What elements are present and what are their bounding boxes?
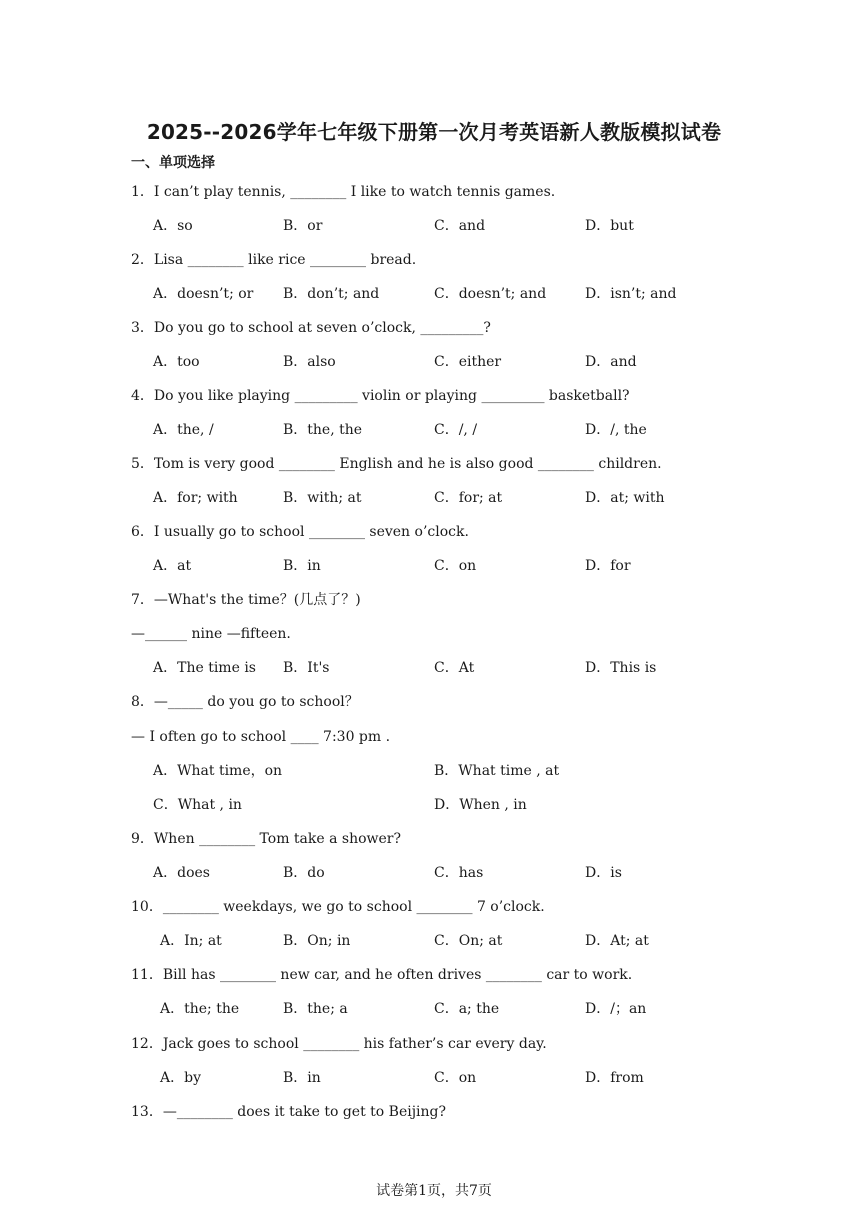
question-9-option-d: D．is: [585, 865, 622, 881]
question-2-option-b: B．don’t; and: [283, 286, 380, 302]
question-12-stem: 12．Jack goes to school ________ his father’s car every day.: [131, 1036, 547, 1052]
question-8-option-d: D．When , in: [434, 797, 527, 813]
question-11-stem: 11．Bill has ________ new car, and he often drives ________ car to work.: [131, 967, 633, 983]
question-12-option-b: B．in: [283, 1070, 321, 1086]
question-3-stem: 3．Do you go to school at seven o’clock, _________?: [131, 320, 491, 336]
question-7-line2: —______ nine —fifteen.: [131, 626, 291, 642]
page-title: 2025--2026学年七年级下册第一次月考英语新人教版模拟试卷: [146, 120, 722, 144]
question-7-option-d: D．This is: [585, 660, 657, 676]
question-5-option-d: D．at; with: [585, 490, 665, 506]
question-11-option-b: B．the; a: [283, 1001, 348, 1017]
question-7-option-a: A．The time is: [153, 660, 256, 676]
question-8-option-c: C．What , in: [153, 797, 242, 813]
question-6-option-a: A．at: [153, 558, 192, 574]
question-4-stem: 4．Do you like playing _________ violin or playing _________ basketball?: [131, 388, 630, 404]
question-5-option-a: A．for; with: [153, 490, 238, 506]
question-13-stem: 13．—________ does it take to get to Beijing?: [131, 1104, 447, 1120]
question-4-option-c: C．/, /: [434, 422, 478, 438]
question-2-stem: 2．Lisa ________ like rice ________ bread.: [131, 252, 417, 268]
question-12-option-d: D．from: [585, 1070, 644, 1086]
question-12-option-a: A．by: [160, 1070, 201, 1086]
question-10-option-d: D．At; at: [585, 933, 649, 949]
question-9-option-a: A．does: [153, 865, 210, 881]
question-7-stem: 7．—What's the time？(几点了？): [131, 592, 361, 608]
question-6-option-d: D．for: [585, 558, 631, 574]
question-9-stem: 9．When ________ Tom take a shower?: [131, 831, 402, 847]
question-7-option-b: B．It's: [283, 660, 330, 676]
question-3-option-b: B．also: [283, 354, 336, 370]
question-2-option-a: A．doesn’t; or: [153, 286, 254, 302]
question-3-option-d: D．and: [585, 354, 637, 370]
question-11-option-d: D．/；an: [585, 1001, 647, 1017]
question-1-option-c: C．and: [434, 218, 486, 234]
question-3-option-a: A．too: [153, 354, 200, 370]
question-4-option-a: A．the, /: [153, 422, 214, 438]
question-8-option-a: A．What time，on: [153, 763, 283, 779]
question-4-option-d: D．/, the: [585, 422, 647, 438]
question-10-option-a: A．In; at: [160, 933, 222, 949]
question-10-option-b: B．On; in: [283, 933, 351, 949]
question-3-option-c: C．either: [434, 354, 502, 370]
question-1-stem: 1．I can’t play tennis, ________ I like to watch tennis games.: [131, 184, 556, 200]
question-1-option-b: B．or: [283, 218, 323, 234]
question-5-stem: 5．Tom is very good ________ English and he is also good ________ children.: [131, 456, 662, 472]
question-8-stem: 8．—_____ do you go to school？: [131, 694, 359, 710]
question-10-option-c: C．On; at: [434, 933, 503, 949]
question-11-option-a: A．the; the: [160, 1001, 240, 1017]
question-12-option-c: C．on: [434, 1070, 477, 1086]
section-heading: 一、单项选择: [131, 155, 215, 171]
question-6-option-b: B．in: [283, 558, 321, 574]
question-11-option-c: C．a; the: [434, 1001, 500, 1017]
question-7-option-c: C．At: [434, 660, 475, 676]
question-6-option-c: C．on: [434, 558, 477, 574]
question-2-option-c: C．doesn’t; and: [434, 286, 547, 302]
page-footer: 试卷第1页，共7页: [376, 1183, 492, 1199]
question-9-option-b: B．do: [283, 865, 325, 881]
question-9-option-c: C．has: [434, 865, 484, 881]
question-5-option-c: C．for; at: [434, 490, 503, 506]
question-2-option-d: D．isn’t; and: [585, 286, 677, 302]
question-8-line2: — I often go to school ____ 7:30 pm .: [131, 729, 391, 745]
question-1-option-a: A．so: [153, 218, 193, 234]
question-4-option-b: B．the, the: [283, 422, 363, 438]
question-1-option-d: D．but: [585, 218, 634, 234]
question-10-stem: 10．________ weekdays, we go to school ________ 7 o’clock.: [131, 899, 545, 915]
question-5-option-b: B．with; at: [283, 490, 362, 506]
question-6-stem: 6．I usually go to school ________ seven o’clock.: [131, 524, 469, 540]
question-8-option-b: B．What time , at: [434, 763, 560, 779]
